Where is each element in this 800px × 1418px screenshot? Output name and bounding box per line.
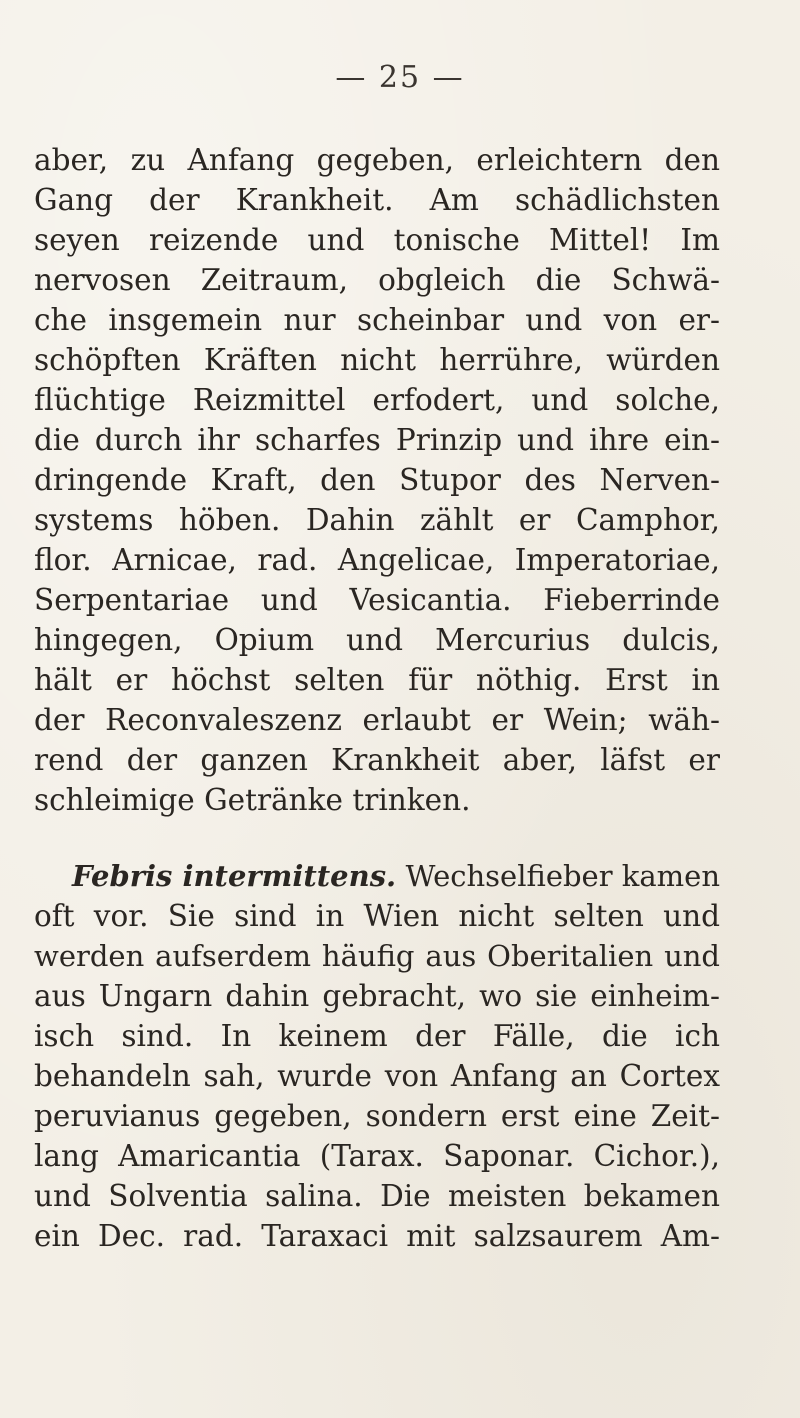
text-line: rend der ganzen Krankheit aber, läfst er (34, 743, 720, 777)
text-line: werden aufserdem häufig aus Oberitalien und (34, 939, 720, 973)
text-line: flor. Arnicae, rad. Angelicae, Imperatoriae, (34, 543, 720, 577)
text-line: und Solventia salina. Die meisten bekamen (34, 1179, 720, 1213)
text-line: der Reconvaleszenz erlaubt er Wein; wäh- (34, 703, 720, 737)
text-line: hält er höchst selten für nöthig. Erst in (34, 663, 720, 697)
text-line: aus Ungarn dahin gebracht, wo sie einheim- (34, 979, 720, 1013)
section-heading-febris-intermittens: Febris intermittens. (72, 859, 397, 893)
text-line: flüchtige Reizmittel erfodert, und solche, (34, 383, 720, 417)
text-line: behandeln sah, wurde von Anfang an Cortex (34, 1059, 720, 1093)
text-line: Wechselfieber kamen (405, 859, 720, 893)
text-line: hingegen, Opium und Mercurius dulcis, (34, 623, 720, 657)
text-line: seyen reizende und tonische Mittel! Im (34, 223, 720, 257)
text-line: aber, zu Anfang gegeben, erleichtern den (34, 143, 720, 177)
text-line: dringende Kraft, den Stupor des Nerven- (34, 463, 720, 497)
text-line: schöpften Kräften nicht herrühre, würden (34, 343, 720, 377)
text-line: che insgemein nur scheinbar und von er- (34, 303, 720, 337)
text-line: isch sind. In keinem der Fälle, die ich (34, 1019, 720, 1053)
text-line: schleimige Getränke trinken. (34, 783, 471, 817)
text-line: ein Dec. rad. Taraxaci mit salzsaurem Am- (34, 1219, 720, 1253)
text-line: Serpentariae und Vesicantia. Fieberrinde (34, 583, 720, 617)
paragraph-first-line (72, 856, 720, 896)
text-line: nervosen Zeitraum, obgleich die Schwä- (34, 263, 720, 297)
text-line: oft vor. Sie sind in Wien nicht selten und (34, 899, 720, 933)
text-line: Gang der Krankheit. Am schädlichsten (34, 183, 720, 217)
text-line: systems höben. Dahin zählt er Camphor, (34, 503, 720, 537)
text-line: peruvianus gegeben, sondern erst eine Zeit- (34, 1099, 720, 1133)
text-line: die durch ihr scharfes Prinzip und ihre ein- (34, 423, 720, 457)
page-number-header: — 25 — (335, 60, 465, 95)
text-line: lang Amaricantia (Tarax. Saponar. Cichor.), (34, 1139, 720, 1173)
